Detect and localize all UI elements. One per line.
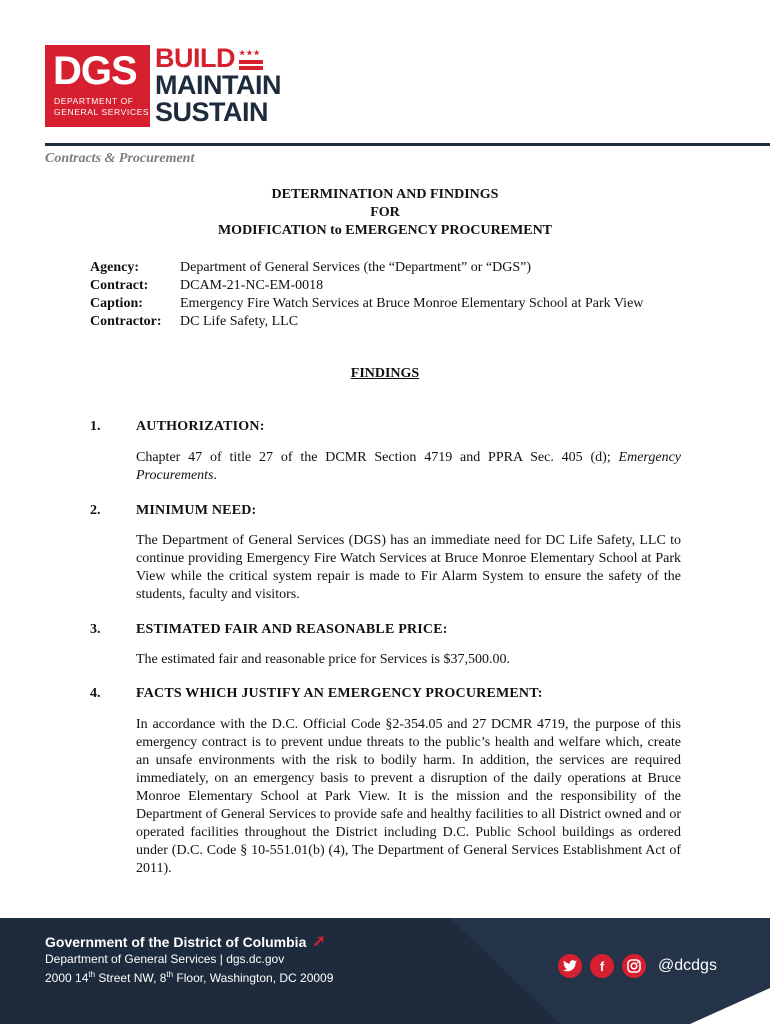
doc-title-line3: MODIFICATION to EMERGENCY PROCUREMENT [217,223,553,238]
footer-gov: Government of the District of Columbia ➚ [45,933,326,950]
section-number: 1. [90,419,101,434]
section-body-authorization: Chapter 47 of title 27 of the DCMR Section 4719 and PPRA Sec. 405 (d); Emergency Procurements. [136,450,681,483]
footer-address: 2000 14th Street NW, 8th Floor, Washington, DC 20009 [45,970,334,985]
section-title-price: ESTIMATED FAIR AND REASONABLE PRICE: [136,622,448,637]
section-body-price: The estimated fair and reasonable price for Services is $37,500.00. [136,652,510,667]
arrow-icon: ➚ [312,933,326,950]
section-title-minimum-need: MINIMUM NEED: [136,503,257,518]
findings-heading: FINDINGS [350,366,420,381]
logo-word-build: BUILD ★★★ [155,45,281,72]
header-rule [45,143,770,146]
contract-meta [90,259,643,331]
doc-title-line1: DETERMINATION AND FINDINGS [271,187,499,202]
social-links [558,954,717,978]
section-number: 3. [90,622,101,637]
logo-word-maintain: MAINTAIN [155,70,281,100]
twitter-icon[interactable] [558,954,582,978]
dc-flag-icon: ★★★ [239,50,263,70]
logo-red-block [45,45,150,127]
footer-dept-line: Department of General Services | dgs.dc.gov [45,952,285,966]
section-title-facts: FACTS WHICH JUSTIFY AN EMERGENCY PROCUREMENT: [136,686,543,701]
logo-tagline [155,45,281,126]
section-body-minimum-need: The Department of General Services (DGS) has an immediate need for DC Life Safety, LLC to continue providing Emergency Fire Watch Services at Bruce Monroe Elementary School at Park View while the critical system repair is made to Fir Alarm System to ensure the safety of the students, faculty and visitors. [136,533,681,602]
meta-row-caption: Caption: Emergency Fire Watch Services at Bruce Monroe Elementary School at Park View [90,296,644,311]
meta-row-contractor: Contractor: DC Life Safety, LLC [90,314,299,329]
section-number: 4. [90,686,101,701]
page-footer [0,918,770,1024]
doc-title-line2: FOR [370,205,400,220]
facebook-icon[interactable]: f [590,954,614,978]
meta-row-contract: Contract: DCAM-21-NC-EM-0018 [90,278,324,293]
logo-word-sustain: SUSTAIN [155,97,269,127]
instagram-icon[interactable] [622,954,646,978]
logo-abbr: DGS [53,49,137,93]
department-label: Contracts & Procurement [45,151,195,166]
section-body-facts: In accordance with the D.C. Official Code §2-354.05 and 27 DCMR 4719, the purpose of this emergency contract is to prevent undue threats to the public’s health and welfare which, create an unsafe environments with the risk to bodily harm. In addition, the services are required immediately, on an emergency basis to prevent a disruption of the daily operations at Bruce Monroe Elementary School at Park View. It is the mission and the responsibility of the Department of General Services to provide safe and healthy facilities to all District owned and or operated facilities throughout the District including D.C. Public School buildings as ordered under (D.C. Code § 10-551.01(b) (4), The Department of General Services Establishment Act of 2011). [136,717,681,876]
footer-address-block [45,933,333,986]
section-title-authorization: AUTHORIZATION: [136,419,265,434]
dgs-logo [45,45,285,129]
section-number: 2. [90,503,101,518]
social-handle[interactable]: @dcdgs [658,957,717,974]
meta-row-agency: Agency: Department of General Services (the “Department” or “DGS”) [90,260,532,275]
logo-dept-name: DEPARTMENT OF GENERAL SERVICES [54,96,150,117]
